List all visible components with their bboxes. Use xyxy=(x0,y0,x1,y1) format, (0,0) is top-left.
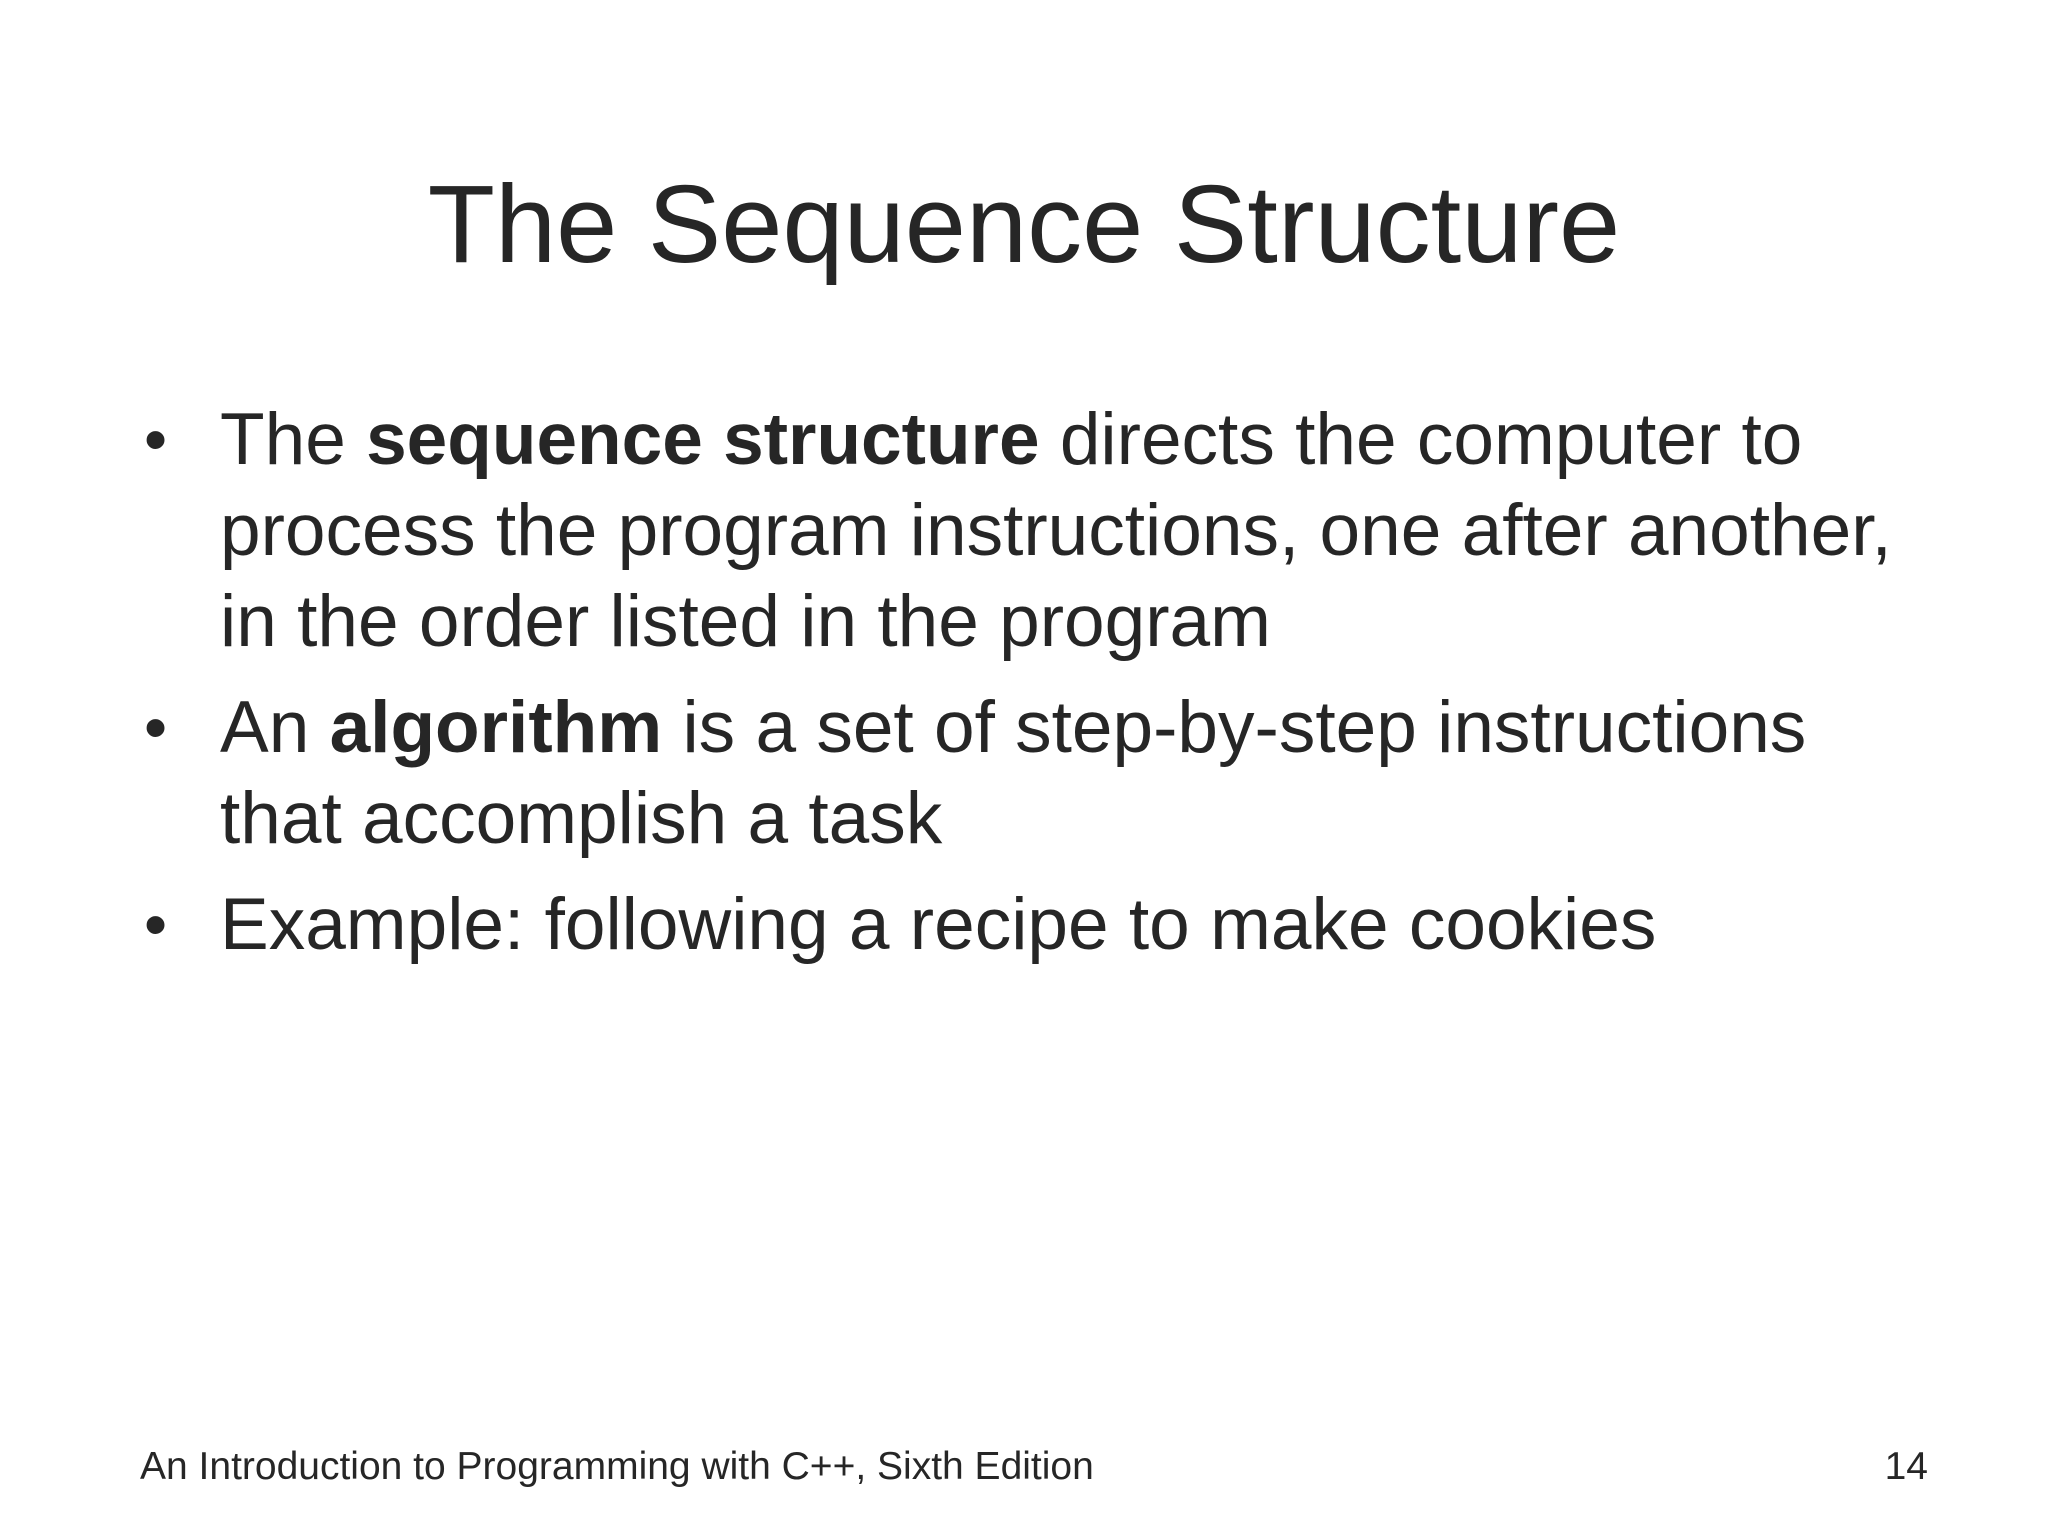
slide-title: The Sequence Structure xyxy=(427,163,1621,286)
bullet-text-post: is a set of step-by-step instructions that accomplish a task xyxy=(220,687,1807,859)
bullet-text xyxy=(220,687,1806,859)
bullet-list xyxy=(140,394,1900,985)
bullet-text-pre: The xyxy=(220,399,367,480)
bullet-text-bold: algorithm xyxy=(329,687,663,768)
bullet-text-pre: An xyxy=(220,687,330,768)
bullet-text xyxy=(220,884,1656,965)
bullet-item xyxy=(140,394,1900,667)
page-number: 14 xyxy=(1884,1445,1928,1488)
bullet-item xyxy=(140,682,1900,864)
bullet-icon: • xyxy=(144,887,168,961)
footer-book-title: An Introduction to Programming with C++, Sixth Edition xyxy=(140,1445,1094,1488)
bullet-text-bold: sequence structure xyxy=(366,399,1040,480)
bullet-text-post: directs the computer to process the program instructions, one after another, in the order listed in the program xyxy=(220,399,1892,662)
bullet-icon: • xyxy=(144,402,168,476)
bullet-icon: • xyxy=(144,690,168,764)
bullet-item xyxy=(140,879,1900,970)
bullet-text-pre: Example: following a recipe to make cookies xyxy=(220,884,1657,965)
bullet-text xyxy=(220,399,1892,662)
